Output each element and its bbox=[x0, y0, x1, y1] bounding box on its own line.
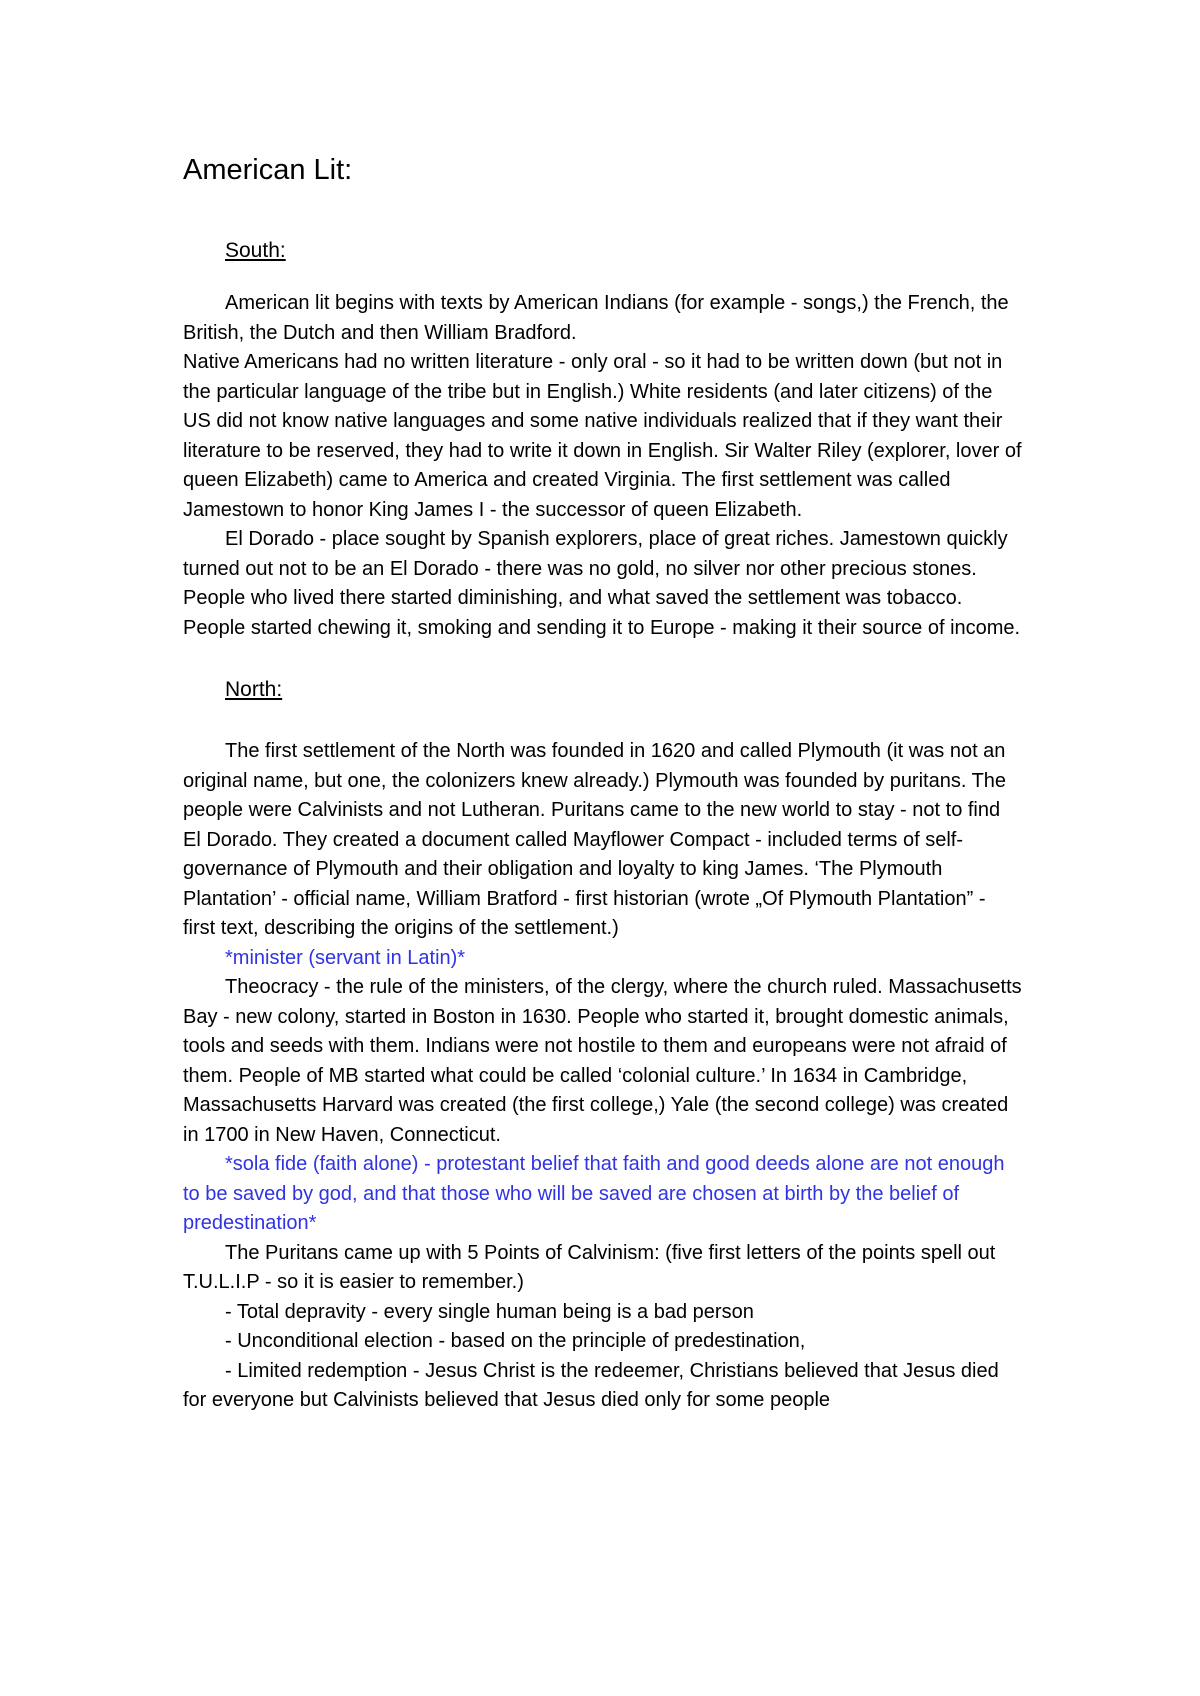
calvinism-point: - Limited redemption - Jesus Christ is the redeemer, Christians believed that Jesus died for everyone but Calvinists believed that Jesus died only for some people bbox=[183, 1359, 999, 1411]
north-paragraph: The first settlement of the North was founded in 1620 and called Plymouth (it was not an original name, but one, the colonizers knew already.) Plymouth was founded by puritans. The people were Calvinists and not Lutheran. Puritans came to the new world to stay - not to find El Dorado. They created a document called Mayflower Compact - included terms of self-governance of Plymouth and their obligation and loyalty to king James. ‘The Plymouth Plantation’ - official name, William Bratford - first historian (wrote „Of Plymouth Plantation” - first text, describing the origins of the settlement.) bbox=[183, 740, 1007, 939]
minister-note: *minister (servant in Latin)* bbox=[225, 946, 466, 969]
north-paragraph: The Puritans came up with 5 Points of Calvinism: (five first letters of the points spell out T.U.L.I.P - so it is easier to remember.) bbox=[183, 1241, 996, 1293]
document-body bbox=[183, 150, 1023, 1416]
sola-fide-note: *sola fide (faith alone) - protestant belief that faith and good deeds alone are not enough to be saved by god, and that those who will be saved are chosen at birth by the belief of predestination* bbox=[183, 1153, 1005, 1234]
north-paragraph: Theocracy - the rule of the ministers, of the clergy, where the church ruled. Massachusetts Bay - new colony, started in Boston in 1630. People who started it, brought domestic animals, tools and seeds with them. Indians were not hostile to them and europeans were not afraid of them. People of MB started what could be called ‘colonial culture.’ In 1634 in Cambridge, Massachusetts Harvard was created (the first college,) Yale (the second college) was created in 1700 in New Haven, Connecticut. bbox=[183, 976, 1022, 1146]
north-heading: North: bbox=[225, 678, 283, 701]
south-paragraph: Native Americans had no written literature - only oral - so it had to be written down (but not in the particular language of the tribe but in English.) White residents (and later citizens) of the US did not know native languages and some native individuals realized that if they want their literature to be reserved, they had to write it down in English. Sir Walter Riley (explorer, lover of queen Elizabeth) came to America and created Virginia. The first settlement was called Jamestown to honor King James I - the successor of queen Elizabeth. bbox=[183, 351, 1022, 521]
document-title: American Lit: bbox=[183, 154, 353, 186]
south-heading: South: bbox=[225, 239, 286, 262]
calvinism-point: - Unconditional election - based on the principle of predestination, bbox=[225, 1330, 806, 1352]
south-paragraph: El Dorado - place sought by Spanish explorers, place of great riches. Jamestown quickly turned out not to be an El Dorado - there was no gold, no silver nor other precious stones. People who lived there started diminishing, and what saved the settlement was tobacco. People started chewing it, smoking and sending it to Europe - making it their source of income. bbox=[183, 528, 1021, 639]
calvinism-point: - Total depravity - every single human being is a bad person bbox=[225, 1300, 754, 1323]
south-paragraph: American lit begins with texts by American Indians (for example - songs,) the French, the British, the Dutch and then William Bradford. bbox=[183, 292, 1009, 344]
